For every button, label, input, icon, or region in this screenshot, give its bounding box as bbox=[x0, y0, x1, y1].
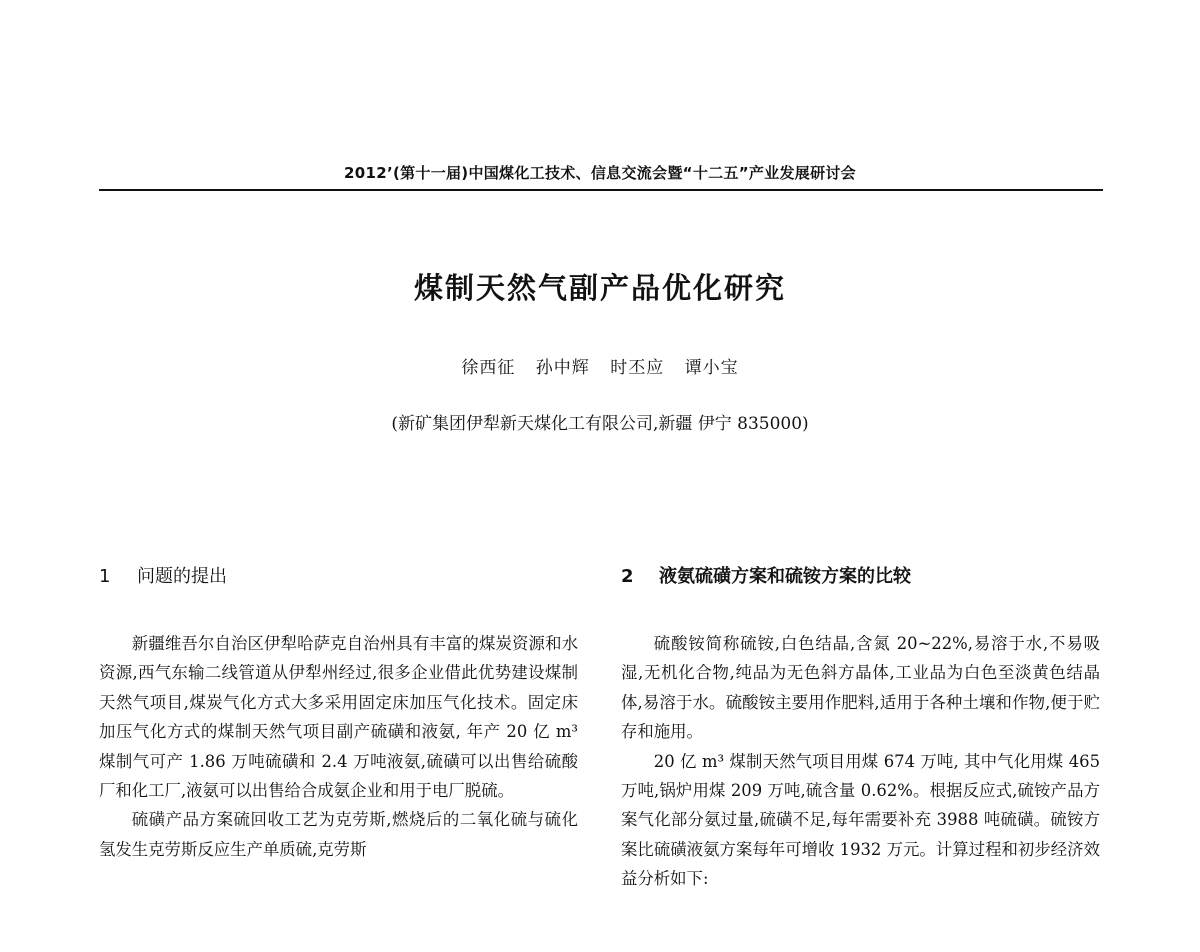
section-number: 2 bbox=[621, 566, 634, 587]
section-title: 液氨硫磺方案和硫铵方案的比较 bbox=[659, 566, 911, 587]
running-header: 2012’(第十一届)中国煤化工技术、信息交流会暨“十二五”产业发展研讨会 bbox=[344, 164, 856, 182]
paper-title: 煤制天然气副产品优化研究 bbox=[413, 271, 786, 305]
author-name: 时丕应 bbox=[610, 358, 665, 378]
right-column bbox=[621, 560, 1100, 894]
section-heading bbox=[621, 560, 1100, 594]
author-name: 谭小宝 bbox=[684, 358, 739, 378]
header-rule bbox=[99, 189, 1103, 191]
section-title: 问题的提出 bbox=[137, 566, 227, 587]
author-name: 孙中辉 bbox=[535, 358, 590, 378]
body-paragraph: 20 亿 m³ 煤制天然气项目用煤 674 万吨, 其中气化用煤 465 万吨,锅炉用煤 209 万吨,硫含量 0.62%。根据反应式,硫铵产品方案气化部分氨过量,硫磺不足,每年需要补充 3988 吨硫磺。硫铵方案比硫磺液氨方案每年可增收 1932 万元。计算过程和初步经济效益分析如下: bbox=[621, 751, 1100, 889]
author-affiliation: (新矿集团伊犁新天煤化工有限公司,新疆 伊宁 835000) bbox=[391, 414, 809, 434]
body-paragraph: 新疆维吾尔自治区伊犁哈萨克自治州具有丰富的煤炭资源和水资源,西气东输二线管道从伊犁州经过,很多企业借此优势建设煤制天然气项目,煤炭气化方式大多采用固定床加压气化技术。固定床加压气化方式的煤制天然气项目副产硫磺和液氨, 年产 20 亿 m³ 煤制气可产 1.86 万吨硫磺和 2.4 万吨液氨,硫磺可以出售给硫酸厂和化工厂,液氨可以出售给合成氨企业和用于电厂脱硫。 bbox=[99, 634, 578, 801]
section-number: 1 bbox=[99, 566, 111, 587]
section-heading bbox=[99, 560, 578, 594]
author-name: 徐西征 bbox=[461, 358, 516, 378]
author-list bbox=[0, 356, 1200, 380]
body-paragraph: 硫磺产品方案硫回收工艺为克劳斯,燃烧后的二氧化硫与硫化氢发生克劳斯反应生产单质硫,克劳斯 bbox=[99, 810, 578, 859]
body-paragraph: 硫酸铵简称硫铵,白色结晶,含氮 20~22%,易溶于水,不易吸湿,无机化合物,纯品为无色斜方晶体,工业品为白色至淡黄色结晶体,易溶于水。硫酸铵主要用作肥料,适用于各种土壤和作物,便于贮存和施用。 bbox=[621, 634, 1100, 742]
left-column bbox=[99, 560, 578, 864]
